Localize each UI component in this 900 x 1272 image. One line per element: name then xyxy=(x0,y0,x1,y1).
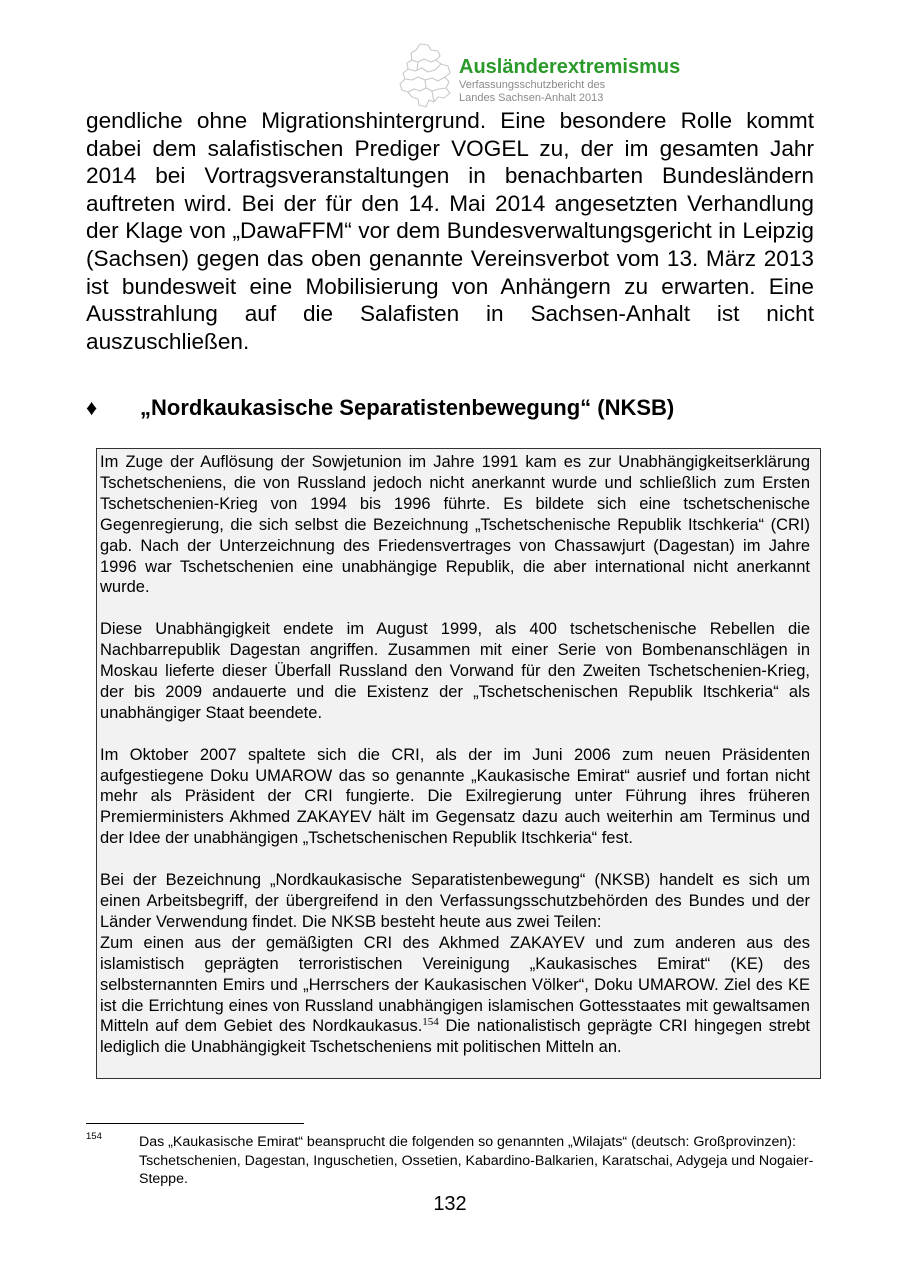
info-paragraph-1: Im Zuge der Auflösung der Sowjetunion im Jahre 1991 kam es zur Unabhängigkeitserklärung Tschetscheniens, die von Russland jedoch nicht anerkannt wurde und schließlich zum Ersten Tschetschenien-Krieg von 1994 bis 1996 führte. Es bildete sich eine tschetschenische Gegenregierung, die sich selbst die Bezeichnung „Tschetschenische Republik Itschkeria“ (CRI) gab. Nach der Unterzeichnung des Friedensvertrages von Chassawjurt (Dagestan) im Jahre 1996 war Tschetschenien eine unabhängige Republik, die aber international nicht anerkannt wurde. xyxy=(100,453,810,597)
header-subtitle-line2: Landes Sachsen-Anhalt 2013 xyxy=(459,92,604,104)
footnote-number: 154 xyxy=(86,1131,102,1142)
info-paragraph-4: Bei der Bezeichnung „Nordkaukasische Separatistenbewegung“ (NKSB) handelt es sich um einen Arbeitsbegriff, der übergreifend in den Verfassungsschutzbehörden des Bundes und der Länder Verwendung findet. Die NKSB besteht heute aus zwei Teilen: xyxy=(100,871,810,931)
info-paragraph-5-text: Zum einen aus der gemäßigten CRI des Akhmed ZAKAYEV und zum anderen aus des islamistisch geprägten terroristischen Vereinigung „Kaukasisches Emirat“ (KE) des selbsternannten Emirs und „Herrschers der Kaukasischen Völker“, Doku UMAROW. Ziel des KE ist die Errichtung eines von Russland unabhängigen islamischen Gottesstaates mit gewaltsamen Mitteln auf dem Gebiet des Nordkaukasus. xyxy=(100,933,810,1036)
diamond-bullet-icon: ♦ xyxy=(86,395,98,420)
header-subtitle-line1: Verfassungsschutzbericht des xyxy=(459,79,606,91)
info-box xyxy=(96,448,821,1079)
page-number: 132 xyxy=(433,1193,467,1215)
intro-paragraph: gendliche ohne Migrationshintergrund. Eine besondere Rolle kommt dabei dem salafistischen Prediger VOGEL zu, der im gesamten Jahr 2014 bei Vortragsveranstaltungen in benachbarten Bundesländern auftreten wird. Bei der für den 14. Mai 2014 angesetzten Verhandlung der Klage von „DawaFFM“ vor dem Bundesverwaltungsgericht in Leipzig (Sachsen) gegen das oben genannte Vereinsverbot vom 13. März 2013 ist bundesweit eine Mobilisierung von Anhängern zu erwarten. Eine Ausstrahlung auf die Salafisten in Sachsen-Anhalt ist nicht auszuschließen. xyxy=(86,108,814,354)
page-header xyxy=(459,55,680,105)
saxony-anhalt-map-icon xyxy=(398,42,454,110)
info-paragraph-5 xyxy=(100,933,810,1058)
info-paragraph-2: Diese Unabhängigkeit endete im August 1999, als 400 tschetschenische Rebellen die Nachbarrepublik Dagestan angriffen. Zusammen mit einer Serie von Bombenanschlägen in Moskau lieferte dieser Überfall Russland den Vorwand für den Zweiten Tschetschenien-Krieg, der bis 2009 andauerte und die Existenz der „Tschetschenischen Republik Itschkeria“ als unabhängiger Staat beendete. xyxy=(100,620,810,722)
info-paragraph-5-tail: Die nationalistisch geprägte CRI hingegen strebt lediglich die Unabhängigkeit Tschetscheniens mit politischen Mitteln an. xyxy=(100,1017,810,1057)
footnote-text: Das „Kaukasische Emirat“ beansprucht die folgenden so genannten „Wilajats“ (deutsch: Großprovinzen): Tschetschenien, Dagestan, Inguschetien, Ossetien, Kabardino-Balkarien, Karatschai, Adygeja und Nogaier-Steppe. xyxy=(139,1134,814,1188)
footnote-reference[interactable]: 154 xyxy=(422,1016,439,1029)
footnote-divider xyxy=(86,1123,304,1124)
section-title: „Nordkaukasische Separatistenbewegung“ (NKSB) xyxy=(140,395,675,420)
header-title: Ausländerextremismus xyxy=(459,56,681,78)
info-paragraph-3: Im Oktober 2007 spaltete sich die CRI, als der im Juni 2006 zum neuen Präsidenten aufgestiegene Doku UMAROW das so genannte „Kaukasische Emirat“ ausrief und fortan nicht mehr als Präsident der CRI fungierte. Die Exilregierung unter Führung ihres früheren Premierministers Akhmed ZAKAYEV hält im Gegensatz dazu auch weiterhin am Terminus und der Idee der unabhängigen „Tschetschenischen Republik Itschkeria“ fest. xyxy=(100,745,810,848)
section-heading xyxy=(86,393,814,423)
